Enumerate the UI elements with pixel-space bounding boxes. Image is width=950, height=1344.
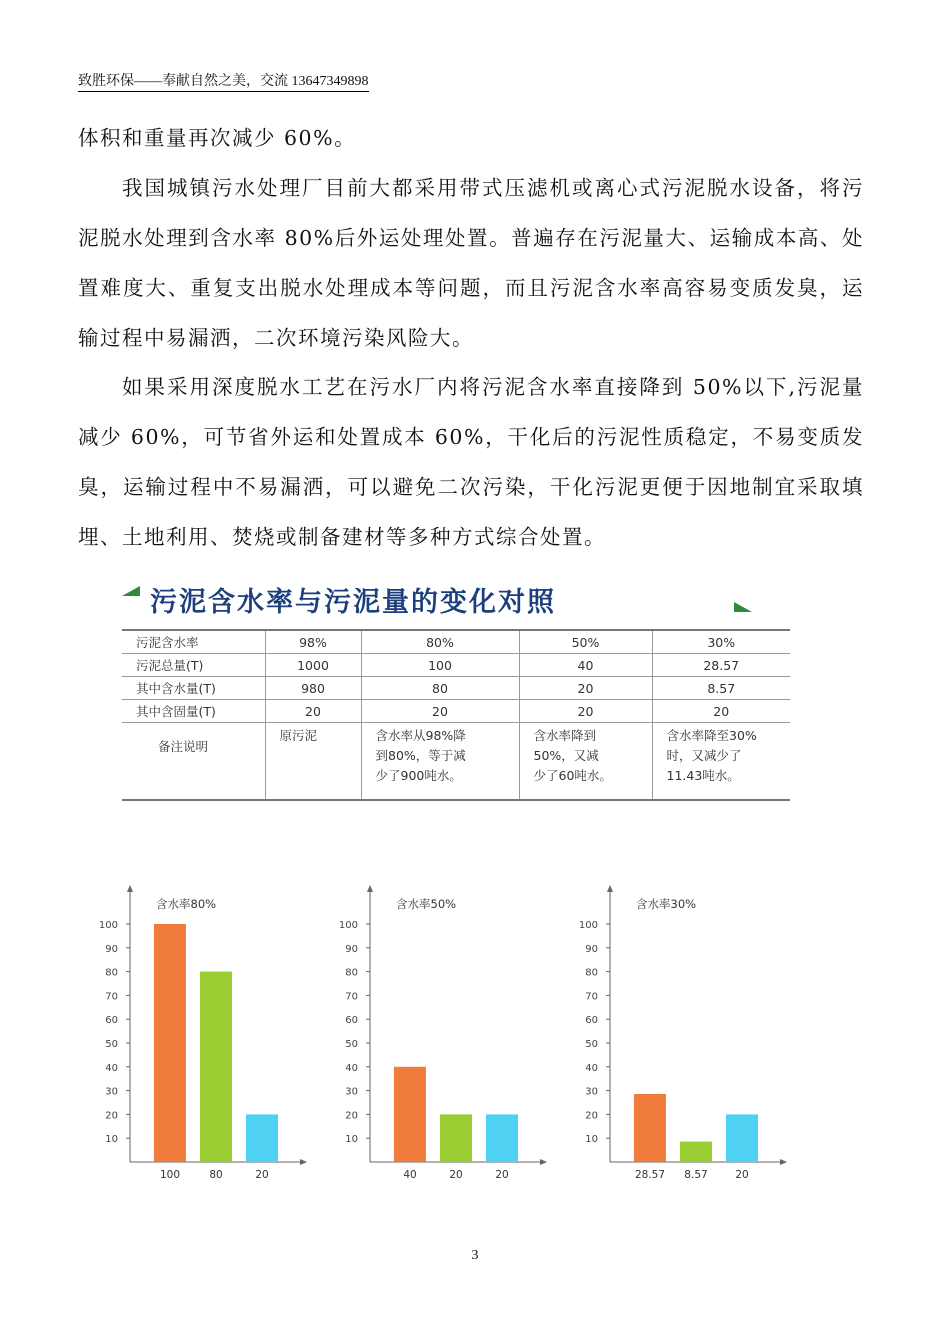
y-tick-label: 90 — [585, 943, 598, 955]
bar — [680, 1142, 712, 1162]
note-cell — [519, 723, 652, 801]
x-axis-arrow — [780, 1159, 787, 1165]
y-tick-label: 70 — [105, 991, 118, 1003]
y-tick-label: 20 — [585, 1110, 598, 1122]
bar — [154, 924, 186, 1162]
x-category-label: 20 — [495, 1169, 509, 1181]
row-label: 污泥含水率 — [122, 630, 265, 654]
table-cell: 80 — [361, 677, 519, 700]
x-category-label: 80 — [209, 1169, 223, 1181]
table-row — [122, 654, 790, 677]
row-label: 备注说明 — [122, 723, 265, 801]
note-row — [122, 723, 790, 801]
table-cell: 20 — [519, 677, 652, 700]
y-tick-label: 40 — [585, 1062, 598, 1074]
y-tick-label: 50 — [345, 1039, 358, 1050]
y-tick-label: 70 — [345, 991, 358, 1003]
y-tick-label: 100 — [578, 920, 598, 931]
x-category-label: 28.57 — [634, 1169, 666, 1181]
table-cell: 980 — [265, 677, 361, 700]
y-tick-label: 30 — [345, 1086, 358, 1098]
y-tick-label: 90 — [105, 943, 118, 955]
page-number: 3 — [471, 1248, 479, 1263]
bar-chart-50 — [318, 882, 548, 1182]
y-tick-label: 60 — [345, 1015, 358, 1027]
x-category-label: 8.57 — [684, 1169, 708, 1181]
table-row — [122, 677, 790, 700]
page-header: 致胜环保——奉献自然之美，交流 13647349898 — [78, 70, 369, 92]
note-line: 到80%，等于减 — [375, 748, 466, 763]
row-label: 其中含固量(T) — [122, 700, 265, 723]
bar — [200, 972, 232, 1162]
x-category-label: 100 — [159, 1169, 181, 1181]
note-cell — [265, 723, 361, 801]
figure-title-text: 污泥含水率与污泥量的变化对照 — [150, 587, 556, 618]
table-cell: 20 — [265, 700, 361, 723]
y-tick-label: 80 — [345, 967, 358, 979]
note-line: 时，又减少了 — [666, 748, 742, 763]
y-tick-label: 100 — [98, 920, 118, 931]
chart-title: 含水率50% — [396, 897, 457, 911]
bar — [634, 1094, 666, 1162]
x-category-label: 40 — [403, 1169, 417, 1181]
note-line: 少了900吨水。 — [375, 768, 462, 783]
x-category-label: 20 — [449, 1169, 463, 1181]
left-triangle-decoration — [122, 586, 140, 596]
table-cell: 80% — [361, 630, 519, 654]
y-tick-label: 10 — [345, 1134, 358, 1146]
x-axis-arrow — [540, 1159, 547, 1165]
bar — [440, 1114, 472, 1162]
y-tick-label: 90 — [345, 943, 358, 955]
bar-chart-80 — [78, 882, 308, 1182]
y-tick-label: 80 — [105, 967, 118, 979]
y-tick-label: 40 — [345, 1062, 358, 1074]
bar-chart-30 — [558, 882, 788, 1182]
comparison-table — [122, 629, 790, 801]
y-tick-label: 50 — [585, 1039, 598, 1050]
note-line: 含水率从98%降 — [375, 728, 466, 743]
y-axis-arrow — [367, 885, 373, 892]
table-cell: 100 — [361, 654, 519, 677]
y-tick-label: 100 — [338, 920, 358, 931]
note-line: 原污泥 — [279, 728, 318, 743]
y-tick-label: 30 — [105, 1086, 118, 1098]
paragraph-1: 体积和重量再次减少 60%。 — [78, 126, 357, 150]
paragraph-3: 如果采用深度脱水工艺在污水厂内将污泥含水率直接降到 50%以下,污泥量减少 60%，可节省外运和处置成本 60%，干化后的污泥性质稳定，不易变质发臭，运输过程中不易漏洒，可以避免二次污染，干化污泥更便于因地制宜采取填埋、土地利用、焚烧或制备建材等多种方式综合处置。 — [78, 375, 864, 549]
y-tick-label: 80 — [585, 967, 598, 979]
y-tick-label: 20 — [105, 1110, 118, 1122]
bar — [726, 1114, 758, 1162]
table-cell: 8.57 — [652, 677, 790, 700]
y-tick-label: 70 — [585, 991, 598, 1003]
row-label: 污泥总量(T) — [122, 654, 265, 677]
y-tick-label: 50 — [105, 1039, 118, 1050]
y-tick-label: 20 — [345, 1110, 358, 1122]
table-row — [122, 630, 790, 654]
table-cell: 20 — [361, 700, 519, 723]
bar — [486, 1114, 518, 1162]
chart-title: 含水率80% — [156, 897, 217, 911]
bar — [246, 1114, 278, 1162]
y-tick-label: 40 — [105, 1062, 118, 1074]
y-tick-label: 60 — [105, 1015, 118, 1027]
table-cell: 1000 — [265, 654, 361, 677]
note-line: 11.43吨水。 — [666, 768, 740, 783]
bar — [394, 1067, 426, 1162]
table-cell: 98% — [265, 630, 361, 654]
y-tick-label: 10 — [585, 1134, 598, 1146]
table-cell: 30% — [652, 630, 790, 654]
x-axis-arrow — [300, 1159, 307, 1165]
chart-title: 含水率30% — [636, 897, 697, 911]
x-category-label: 20 — [255, 1169, 269, 1181]
note-line: 含水率降到 — [533, 728, 597, 743]
note-cell — [361, 723, 519, 801]
y-tick-label: 30 — [585, 1086, 598, 1098]
right-triangle-decoration — [734, 602, 752, 612]
note-line: 50%，又减 — [533, 748, 599, 763]
paragraph-2: 我国城镇污水处理厂目前大都采用带式压滤机或离心式污泥脱水设备，将污泥脱水处理到含水率 80%后外运处理处置。普遍存在污泥量大、运输成本高、处置难度大、重复支出脱水处理成本等问题，而且污泥含水率高容易变质发臭，运输过程中易漏洒，二次环境污染风险大。 — [78, 176, 864, 350]
y-axis-arrow — [127, 885, 133, 892]
row-label: 其中含水量(T) — [122, 677, 265, 700]
table-cell: 28.57 — [652, 654, 790, 677]
y-tick-label: 10 — [105, 1134, 118, 1146]
y-tick-label: 60 — [585, 1015, 598, 1027]
table-cell: 50% — [519, 630, 652, 654]
table-cell: 20 — [652, 700, 790, 723]
table-row — [122, 700, 790, 723]
table-cell: 20 — [519, 700, 652, 723]
note-cell — [652, 723, 790, 801]
x-category-label: 20 — [735, 1169, 749, 1181]
note-line: 少了60吨水。 — [533, 768, 612, 783]
figure-title — [122, 580, 790, 620]
note-line: 含水率降至30% — [666, 728, 757, 743]
y-axis-arrow — [607, 885, 613, 892]
table-cell: 40 — [519, 654, 652, 677]
